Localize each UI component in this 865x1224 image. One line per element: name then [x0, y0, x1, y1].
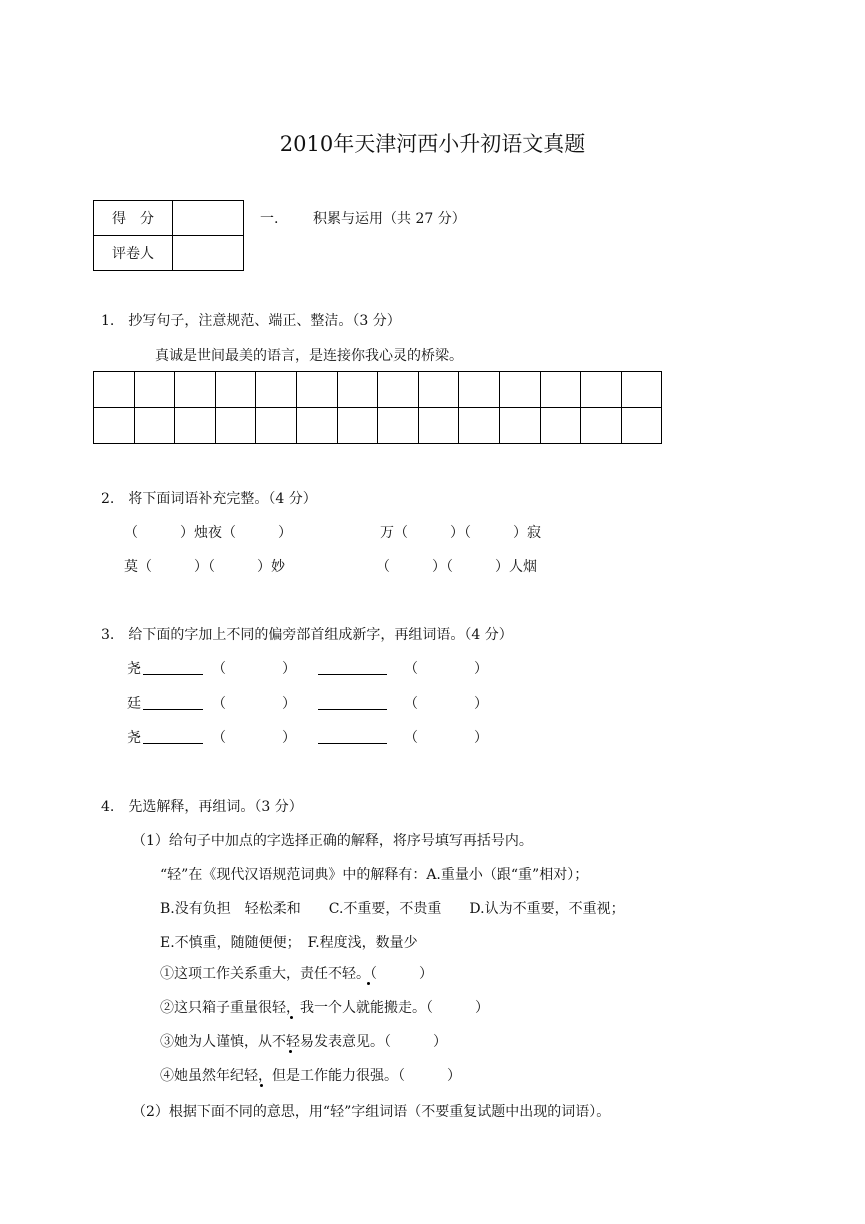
grid-cell[interactable] [337, 408, 378, 444]
idiom-3: 莫（ ）（ ）妙 [124, 559, 285, 575]
grid-cell[interactable] [499, 372, 540, 408]
question-1-stem: 1. 抄写句子，注意规范、端正、整洁。（3 分） [101, 313, 401, 329]
idiom-2: 万（ ）（ ）寂 [380, 525, 541, 541]
grid-cell[interactable] [134, 408, 175, 444]
item-4: ④她虽然年纪轻，但是工作能力很强。（ ） [160, 1068, 461, 1084]
emphasis-dot [260, 1084, 263, 1087]
grid-cell[interactable] [175, 408, 216, 444]
grid-cell[interactable] [621, 372, 662, 408]
base-char: 尧 [127, 661, 141, 677]
item-1: ①这项工作关系重大，责任不轻。（ ） [160, 966, 433, 982]
word-paren: （ ） [212, 696, 296, 712]
answer-blank[interactable] [318, 674, 387, 675]
grid-cell[interactable] [540, 372, 581, 408]
grid-cell[interactable] [418, 408, 459, 444]
idiom-1: （ ）烛夜（ ） [124, 525, 292, 541]
grid-cell[interactable] [175, 372, 216, 408]
grid-cell[interactable] [621, 408, 662, 444]
grid-cell[interactable] [337, 372, 378, 408]
base-char: 廷 [127, 696, 141, 712]
page-title: 2010年天津河西小升初语文真题 [279, 132, 586, 156]
idiom-4: （ ）（ ）人烟 [376, 559, 537, 575]
grid-cell[interactable] [296, 372, 337, 408]
score-label: 得 分 [94, 201, 173, 236]
answer-blank[interactable] [143, 709, 203, 710]
section-number: 一. [260, 211, 279, 227]
question-3-stem: 3. 给下面的字加上不同的偏旁部首组成新字，再组词语。（4 分） [101, 627, 513, 643]
grid-cell[interactable] [581, 408, 622, 444]
grid-cell[interactable] [378, 372, 419, 408]
grader-label: 评卷人 [94, 236, 173, 271]
definition-line-1: “轻”在《现代汉语规范词典》中的解释有：A.重量小（跟“重”相对）； [160, 867, 589, 883]
grid-cell[interactable] [94, 408, 135, 444]
grid-cell[interactable] [215, 408, 256, 444]
word-paren: （ ） [404, 696, 488, 712]
emphasis-dot [367, 982, 370, 985]
grid-row-1 [94, 372, 662, 408]
grid-cell[interactable] [256, 408, 297, 444]
grid-cell[interactable] [499, 408, 540, 444]
grid-cell[interactable] [540, 408, 581, 444]
writing-grid[interactable] [93, 371, 662, 444]
item-3: ③她为人谨慎，从不轻易发表意见。（ ） [160, 1034, 447, 1050]
question-4-stem: 4. 先选解释，再组词。（3 分） [101, 799, 303, 815]
word-paren: （ ） [212, 661, 296, 677]
grid-cell[interactable] [134, 372, 175, 408]
section-heading: 积累与运用（共 27 分） [313, 211, 466, 227]
answer-blank[interactable] [318, 709, 387, 710]
grid-cell[interactable] [256, 372, 297, 408]
grid-cell[interactable] [459, 408, 500, 444]
base-char: 尧 [127, 730, 141, 746]
sub-question-2: （2）根据下面不同的意思，用“轻”字组词语（不要重复试题中出现的词语）。 [132, 1104, 611, 1120]
grid-cell[interactable] [215, 372, 256, 408]
sub-question-1: （1）给句子中加点的字选择正确的解释，将序号填写再括号内。 [132, 833, 533, 849]
answer-blank[interactable] [143, 743, 203, 744]
item-2: ②这只箱子重量很轻，我一个人就能搬走。（ ） [160, 1000, 489, 1016]
grid-cell[interactable] [418, 372, 459, 408]
score-box [93, 200, 244, 271]
word-paren: （ ） [404, 661, 488, 677]
grid-cell[interactable] [94, 372, 135, 408]
grid-row-2 [94, 408, 662, 444]
word-paren: （ ） [404, 730, 488, 746]
definition-line-2: B.没有负担 轻松柔和 C.不重要，不贵重 D.认为不重要，不重视； [160, 901, 625, 917]
emphasis-dot [290, 1016, 293, 1019]
word-paren: （ ） [212, 730, 296, 746]
answer-blank[interactable] [318, 743, 387, 744]
grid-cell[interactable] [296, 408, 337, 444]
copy-sentence: 真诚是世间最美的语言，是连接你我心灵的桥梁。 [155, 348, 463, 364]
question-2-stem: 2. 将下面词语补充完整。（4 分） [101, 491, 317, 507]
grader-field[interactable] [173, 236, 244, 271]
definition-line-3: E.不慎重，随随便便； F.程度浅，数量少 [160, 935, 418, 951]
grid-cell[interactable] [581, 372, 622, 408]
grid-cell[interactable] [378, 408, 419, 444]
answer-blank[interactable] [143, 674, 203, 675]
score-field[interactable] [173, 201, 244, 236]
grid-cell[interactable] [459, 372, 500, 408]
emphasis-dot [289, 1050, 292, 1053]
